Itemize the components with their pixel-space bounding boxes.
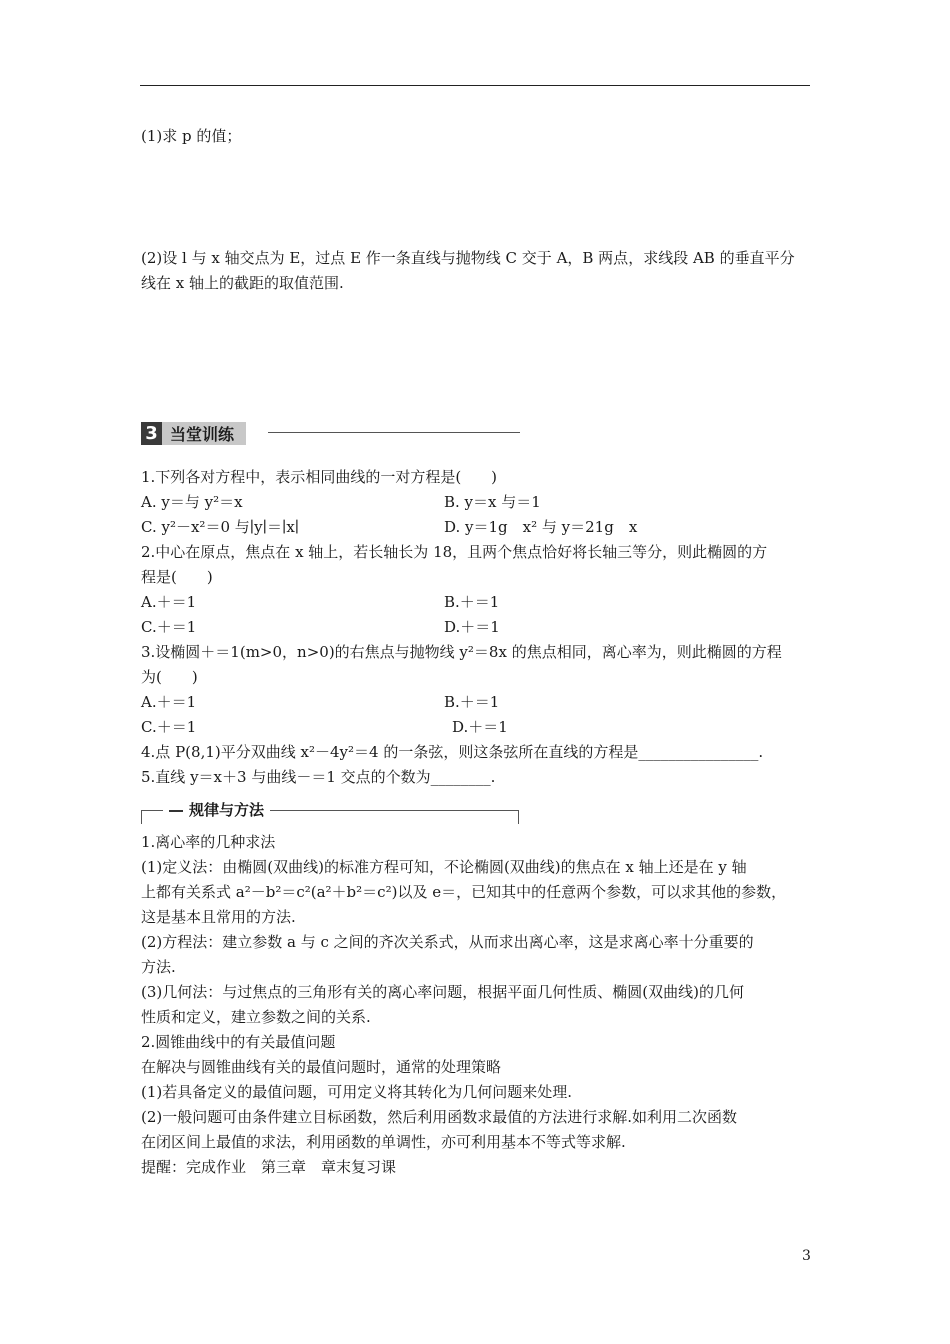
methods-line-9: 2.圆锥曲线中的有关最值问题 <box>141 1033 336 1051</box>
exercise-1-stem: 1.下列各对方程中，表示相同曲线的一对方程是( ) <box>141 468 498 486</box>
methods-line-6: 方法. <box>141 958 176 976</box>
exercise-2-stem-1: 2.中心在原点，焦点在 x 轴上，若长轴长为 18，且两个焦点恰好将长轴三等分，则此椭圆的方 <box>141 543 768 561</box>
exercise-1-option-c: C. y²－x²＝0 与∣y∣＝∣x∣ <box>141 518 300 536</box>
exercise-2-option-b: B.＋＝1 <box>444 593 500 611</box>
methods-line-4: 这是基本且常用的方法. <box>141 908 296 926</box>
exercise-3-option-c: C.＋＝1 <box>141 718 197 736</box>
header-rule <box>140 85 810 86</box>
methods-line-14: 提醒：完成作业 第三章 章末复习课 <box>141 1158 397 1176</box>
exercise-3-stem-2: 为( ) <box>141 668 198 686</box>
exercise-2-option-c: C.＋＝1 <box>141 618 197 636</box>
exercise-1-option-b: B. y＝x 与＝1 <box>444 493 541 511</box>
methods-line-5: (2)方程法：建立参数 a 与 c 之间的齐次关系式，从而求出离心率，这是求离心率十分重要的 <box>141 933 754 951</box>
exercise-2-option-d: D.＋＝1 <box>444 618 500 636</box>
question-2-line-1: (2)设 l 与 x 轴交点为 E，过点 E 作一条直线与抛物线 C 交于 A，B 两点，求线段 AB 的垂直平分 <box>141 249 795 267</box>
section-rule <box>268 432 520 433</box>
section-header <box>141 421 246 445</box>
methods-line-8: 性质和定义，建立参数之间的关系. <box>141 1008 371 1026</box>
exercise-5: 5.直线 y＝x＋3 与曲线－＝1 交点的个数为________. <box>141 768 496 786</box>
section-number: 3 <box>141 422 162 445</box>
exercise-3-stem-1: 3.设椭圆＋＝1(m>0，n>0)的右焦点与抛物线 y²＝8x 的焦点相同，离心率为，则此椭圆的方程 <box>141 643 782 661</box>
methods-line-13: 在闭区间上最值的求法，利用函数的单调性，亦可利用基本不等式等求解. <box>141 1133 626 1151</box>
exercise-4: 4.点 P(8,1)平分双曲线 x²－4y²＝4 的一条弦，则这条弦所在直线的方程是________________. <box>141 743 764 761</box>
methods-line-10: 在解决与圆锥曲线有关的最值问题时，通常的处理策略 <box>141 1058 502 1076</box>
question-2-line-2: 线在 x 轴上的截距的取值范围. <box>141 274 344 292</box>
section-title: 当堂训练 <box>162 422 246 445</box>
exercise-1-option-d: D. y＝1g x² 与 y＝21g x <box>444 518 638 536</box>
methods-line-1: 1.离心率的几种求法 <box>141 833 276 851</box>
methods-title: 规律与方法 <box>163 799 270 820</box>
methods-box-header <box>141 801 519 823</box>
question-1: (1)求 p 的值； <box>141 127 242 145</box>
methods-line-7: (3)几何法：与过焦点的三角形有关的离心率问题，根据平面几何性质、椭圆(双曲线)的几何 <box>141 983 744 1001</box>
exercise-3-option-b: B.＋＝1 <box>444 693 500 711</box>
exercise-3-option-d: D.＋＝1 <box>452 718 508 736</box>
exercise-2-option-a: A.＋＝1 <box>141 593 197 611</box>
exercise-2-stem-2: 程是( ) <box>141 568 213 586</box>
methods-line-3: 上都有关系式 a²－b²＝c²(a²＋b²＝c²)以及 e＝，已知其中的任意两个参数，可以求其他的参数， <box>141 883 787 901</box>
exercise-1-option-a: A. y＝与 y²＝x <box>141 493 243 511</box>
methods-line-2: (1)定义法：由椭圆(双曲线)的标准方程可知，不论椭圆(双曲线)的焦点在 x 轴上还是在 y 轴 <box>141 858 747 876</box>
page-number: 3 <box>802 1248 811 1264</box>
methods-line-12: (2)一般问题可由条件建立目标函数，然后利用函数求最值的方法进行求解.如利用二次函数 <box>141 1108 738 1126</box>
exercise-3-option-a: A.＋＝1 <box>141 693 197 711</box>
methods-line-11: (1)若具备定义的最值问题，可用定义将其转化为几何问题来处理. <box>141 1083 573 1101</box>
